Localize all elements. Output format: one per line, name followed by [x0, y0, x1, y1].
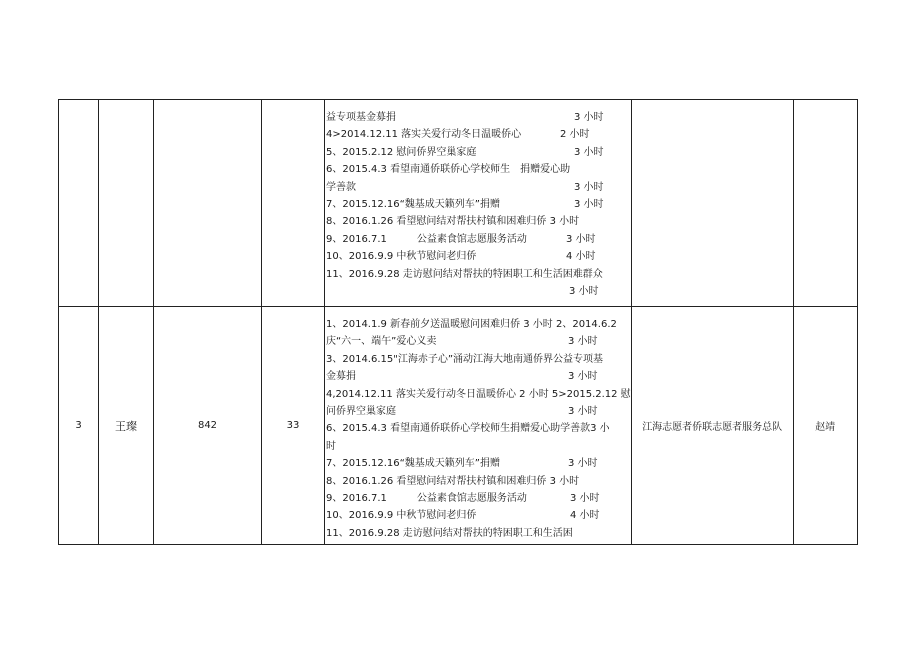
activity-line — [326, 438, 631, 455]
activity-text: 8、2016.1.26 看望慰问结对帮扶村镇和困难归侨 3 小时 — [326, 475, 580, 487]
activity-text: 庆“六一、端午”爱心义卖 — [326, 336, 437, 348]
activity-line — [326, 213, 631, 230]
table-row — [59, 100, 858, 307]
activity-text: 4>2014.12.11 落实关爱行动冬日温暖侨心 — [326, 129, 522, 141]
activity-line — [326, 316, 631, 333]
activity-line — [326, 109, 631, 126]
activity-text: 时 — [326, 440, 336, 452]
activity-text: 学善款 — [326, 181, 356, 193]
activity-text: 4,2014.12.11 落实关爱行动冬日温暖侨心 2 小时 5>2015.2.12 慰 — [326, 388, 631, 400]
count-cell: 33 — [262, 307, 325, 545]
activity-line — [326, 455, 631, 472]
activity-hours: 3 小时 — [574, 112, 604, 123]
total-cell — [154, 100, 262, 307]
activity-hours: 2 小时 — [560, 129, 590, 141]
activity-text: 1、2014.1.9 新春前夕送温暖慰问困难归侨 3 小时 2、2014.6.2 — [326, 319, 617, 330]
activity-line — [326, 351, 631, 368]
activity-hours: 3 小时 — [568, 458, 598, 470]
activity-text: 11、2016.9.28 走访慰问结对帮扶的特困职工和生活困 — [326, 527, 573, 539]
activity-line — [326, 161, 631, 178]
name-cell: 王璨 — [99, 307, 154, 545]
activity-line — [326, 525, 631, 542]
activity-line — [326, 179, 631, 196]
name-cell — [99, 100, 154, 307]
contact-cell — [793, 100, 857, 307]
activity-line — [326, 196, 631, 213]
activity-text: 9、2016.7.1 公益素食馆志愿服务活动 — [326, 233, 527, 245]
activity-text: 问侨界空巢家庭 — [326, 405, 396, 417]
activity-line — [326, 403, 631, 420]
table-row — [59, 307, 858, 545]
activity-line — [326, 144, 631, 161]
activity-text: 7、2015.12.16“魏基成天籁列车”捐赠 — [326, 458, 500, 470]
activity-line — [326, 386, 631, 403]
activity-list — [325, 100, 631, 300]
activity-hours: 4 小时 — [570, 510, 600, 522]
total-cell: 842 — [154, 307, 262, 545]
activity-line — [326, 490, 631, 507]
activity-hours: 3 小时 — [569, 285, 599, 297]
activities-cell — [325, 100, 632, 307]
contact-cell: 赵靖 — [793, 307, 857, 545]
activity-hours: 4 小时 — [566, 251, 596, 263]
activity-text: 3、2014.6.15"江海赤子心”涌动江海大地南通侨界公益专项基 — [326, 353, 604, 365]
activity-text: 9、2016.7.1 公益素食馆志愿服务活动 — [326, 492, 527, 504]
activity-hours: 3 小时 — [574, 181, 604, 193]
activity-line — [326, 231, 631, 248]
activity-line — [326, 283, 631, 300]
activity-hours: 3 小时 — [566, 233, 596, 245]
organization-cell: 江海志愿者侨联志愿者服务总队 — [631, 307, 793, 545]
activity-hours: 3 小时 — [568, 405, 598, 417]
activity-text: 金募捐 — [326, 371, 356, 383]
organization-cell — [631, 100, 793, 307]
activity-line — [326, 368, 631, 385]
activity-text: 6、2015.4.3 看望南通侨联侨心学校师生捐赠爱心助学善款3 小 — [326, 423, 610, 435]
activity-hours: 3 小时 — [574, 146, 604, 158]
activity-line — [326, 507, 631, 524]
activity-line — [326, 420, 631, 437]
row-number-cell — [59, 100, 99, 307]
activity-text: 11、2016.9.28 走访慰问结对帮扶的特困职工和生活困难群众 — [326, 268, 603, 280]
activity-line — [326, 473, 631, 490]
activity-text: 10、2016.9.9 中秋节慰问老归侨 — [326, 251, 477, 263]
count-cell — [262, 100, 325, 307]
activity-line — [326, 248, 631, 265]
activity-text: 10、2016.9.9 中秋节慰问老归侨 — [326, 510, 477, 522]
activity-list — [325, 307, 631, 542]
activity-hours: 3 小时 — [574, 198, 604, 210]
activity-hours: 3 小时 — [568, 371, 598, 383]
row-number-cell: 3 — [59, 307, 99, 545]
activity-line — [326, 126, 631, 143]
activity-text: 7、2015.12.16“魏基成天籁列车”捐赠 — [326, 198, 500, 210]
activity-line — [326, 333, 631, 350]
activity-text: 益专项基金募捐 — [326, 112, 396, 123]
volunteer-record-table — [58, 99, 858, 545]
activity-hours: 3 小时 — [568, 336, 598, 348]
activity-text: 6、2015.4.3 看望南通侨联侨心学校师生 捐赠爱心助 — [326, 164, 571, 176]
activity-text: 5、2015.2.12 慰问侨界空巢家庭 — [326, 146, 477, 158]
activity-hours: 3 小时 — [570, 492, 600, 504]
activity-line — [326, 266, 631, 283]
activities-cell — [325, 307, 632, 545]
activity-text: 8、2016.1.26 看望慰问结对帮扶村镇和困难归侨 3 小时 — [326, 216, 580, 228]
